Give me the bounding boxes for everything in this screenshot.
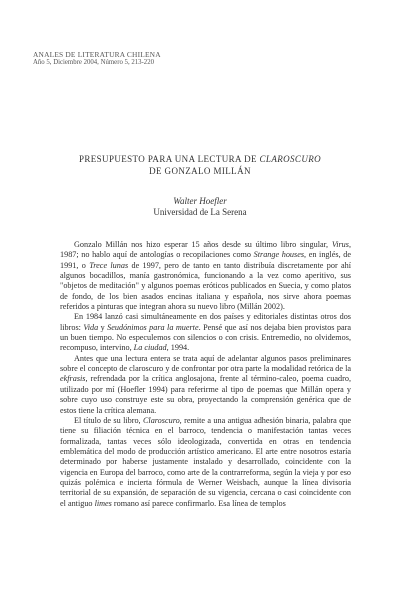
body-paragraph	[60, 354, 351, 416]
article-body	[60, 240, 351, 509]
author-institution: Universidad de La Serena	[153, 207, 247, 217]
paragraph-text: , refrendada por la crítica anglosajona, frente al término-caleo, poema cuadro, utilizado por mí (Hoefler 1994) para referirme al tipo de poemas que Millán opera y sobre cuyo uso construye este su obra, proyectando la comprensión genérica que de estos tiene la crítica alemana.	[60, 374, 351, 415]
paragraph-text: , remite a una antigua adhesión binaria, palabra que tiene su filiación técnica en el barroco, tendencia o manifestación tantas veces formalizada, tantas veces sólo ideologizada, convertida en otras en tendencia emblemática del modo de producción artístico americano. El arte entre nosotros estaría determinado por haberse justamente instalado y desarrollado, coincidente con la vigencia en Europa del barroco, como arte de la contrarreforma, según la vieja y por eso quizás polémica e incierta fórmula de Werner Weisbach, aunque la línea divisoria territorial de su expansión, de separación de su vigencia, cercana o casi coincidente con el antiguo	[60, 415, 351, 508]
paragraph-text: Antes que una lectura entera se trata aquí de adelantar algunos pasos preliminares sobre el concepto de claroscuro y de confrontar por otra parte la modalidad retórica de la	[60, 353, 351, 374]
author-name: Walter Hoefler	[173, 196, 227, 206]
paragraph-text: y	[98, 322, 108, 332]
author-block	[90, 196, 310, 218]
article-title-line-2: DE GONZALO MILLÁN	[149, 165, 251, 176]
body-paragraph	[60, 416, 351, 509]
journal-name: ANALES DE LITERATURA CHILENA	[33, 50, 161, 59]
paragraph-text: En 1984 lanzó casi simultáneamente en dos países y editoriales distintas otros dos libros:	[60, 312, 351, 332]
paragraph-text: , 1987; no hablo aquí de antologías o recopilaciones como	[60, 240, 351, 260]
italic-text: Claroscuro	[142, 415, 180, 425]
italic-text: ekfrasis	[60, 374, 86, 384]
paragraph-text: Gonzalo Millán nos hizo esperar 15 años desde su último libro singular,	[74, 240, 332, 249]
paragraph-text: de 1997, pero de tanto en tanto distribuía discretamente por ahí algunos bocadillos, manía gastronómica, funcionando a la vez como aperitivo, sus "objetos de meditación" y algunos poemas eróticos publicados en Suecia, y como platos de fondo, de los bien asados encinas italiana y española, nos sirve ahora poemas referidos a pinturas que integran ahora su nuevo libro (Millán 2002).	[60, 260, 352, 312]
italic-text: Seudónimos para la muerte	[107, 322, 199, 332]
italic-text: La ciudad	[133, 343, 167, 353]
paragraph-text: , en inglés, de 1991, o	[60, 250, 352, 270]
italic-text: Trece lunas	[89, 260, 129, 270]
title-prefix: PRESUPUESTO PARA UNA LECTURA DE	[78, 154, 260, 164]
paragraph-text: El título de su libro,	[74, 415, 143, 425]
body-paragraph	[60, 240, 351, 312]
journal-issue-info: Año 5, Diciembre 2004, Número 5, 213-220	[33, 59, 154, 66]
paragraph-text: romano así parece confirmarlo. Esa línea de templos	[111, 498, 286, 508]
italic-text: Vida	[83, 322, 99, 332]
italic-text: Virus	[331, 240, 349, 249]
article-title	[60, 154, 340, 177]
italic-text: limes	[94, 498, 112, 508]
article-title-line-1	[60, 154, 340, 166]
italic-text: Strange houses	[253, 250, 305, 260]
title-italic: CLAROSCURO	[259, 154, 322, 164]
paragraph-text: . Pensé que así nos dejaba bien provistos para un buen tiempo. No especulemos con silencios o con crisis. Entremedio, no olvidemos, recompuso, intervino,	[60, 322, 351, 353]
paragraph-text: , 1994.	[166, 343, 190, 353]
body-paragraph	[60, 312, 351, 353]
